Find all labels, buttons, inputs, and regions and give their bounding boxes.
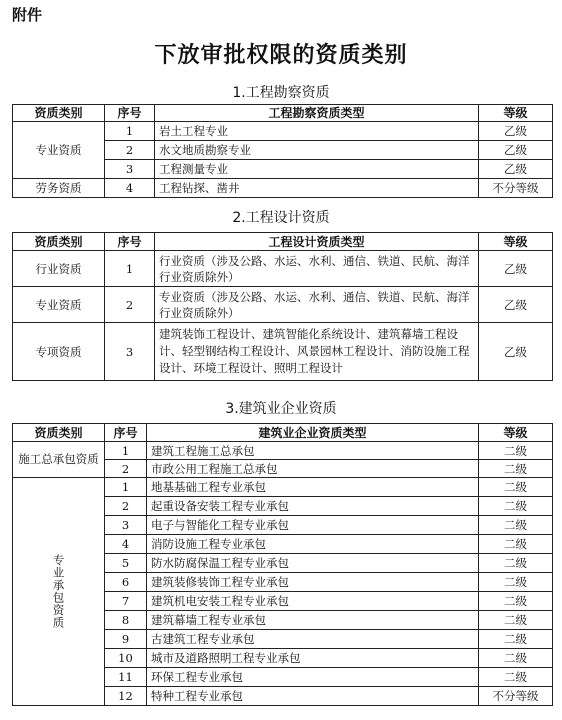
col-header-category: 资质类别 xyxy=(13,233,105,251)
grade-cell: 乙级 xyxy=(479,287,553,323)
qualification-type: 环保工程专业承包 xyxy=(147,668,479,687)
qualification-type: 建筑工程施工总承包 xyxy=(147,442,479,460)
qualification-type: 建筑机电安装工程专业承包 xyxy=(147,592,479,611)
row-number: 5 xyxy=(105,554,147,573)
qualification-type: 特种工程专业承包 xyxy=(147,687,479,706)
row-number: 9 xyxy=(105,630,147,649)
qualification-type: 建筑装饰工程设计、建筑智能化系统设计、建筑幕墙工程设计、轻型钢结构工程设计、风景园林工程设计、消防设施工程设计、环境工程设计、照明工程设计 xyxy=(155,323,479,381)
row-number: 1 xyxy=(105,478,147,497)
attachment-label: 附件 xyxy=(12,6,43,24)
qualification-type: 建筑装修装饰工程专业承包 xyxy=(147,573,479,592)
qualification-type: 消防设施工程专业承包 xyxy=(147,535,479,554)
table-row xyxy=(13,442,553,460)
grade-cell: 乙级 xyxy=(479,323,553,381)
qualification-type: 工程测量专业 xyxy=(155,160,479,179)
row-number: 3 xyxy=(105,323,155,381)
row-number: 1 xyxy=(105,122,155,141)
category-cell: 专项资质 xyxy=(13,323,105,381)
category-cell: 专业资质 xyxy=(13,122,105,179)
section-heading-construction: 3.建筑业企业资质 xyxy=(225,401,337,417)
category-cell: 专业资质 xyxy=(13,287,105,323)
row-number: 4 xyxy=(105,535,147,554)
row-number: 3 xyxy=(105,160,155,179)
grade-cell: 二级 xyxy=(479,442,553,460)
qualification-type: 古建筑工程专业承包 xyxy=(147,630,479,649)
row-number: 6 xyxy=(105,573,147,592)
col-header-grade: 等级 xyxy=(479,424,553,442)
col-header-type: 建筑业企业资质类型 xyxy=(147,424,479,442)
qualification-type: 行业资质（涉及公路、水运、水利、通信、铁道、民航、海洋行业资质除外） xyxy=(155,251,479,287)
table-row xyxy=(13,179,553,198)
page-title: 下放审批权限的资质类别 xyxy=(154,42,408,68)
row-number: 2 xyxy=(105,287,155,323)
vertical-category-label: 专业承包资质 xyxy=(51,554,66,629)
category-cell xyxy=(13,478,105,706)
row-number: 1 xyxy=(105,442,147,460)
survey-qualification-table xyxy=(12,104,553,198)
row-number: 10 xyxy=(105,649,147,668)
qualification-type: 市政公用工程施工总承包 xyxy=(147,460,479,478)
grade-cell: 二级 xyxy=(479,460,553,478)
qualification-type: 水文地质勘察专业 xyxy=(155,141,479,160)
row-number: 12 xyxy=(105,687,147,706)
grade-cell: 乙级 xyxy=(479,122,553,141)
col-header-grade: 等级 xyxy=(479,233,553,251)
qualification-type: 起重设备安装工程专业承包 xyxy=(147,497,479,516)
row-number: 2 xyxy=(105,460,147,478)
row-number: 1 xyxy=(105,251,155,287)
category-cell: 施工总承包资质 xyxy=(13,442,105,478)
grade-cell: 二级 xyxy=(479,611,553,630)
table-row xyxy=(13,122,553,141)
table-row xyxy=(13,251,553,287)
qualification-type: 电子与智能化工程专业承包 xyxy=(147,516,479,535)
table-row xyxy=(13,287,553,323)
design-qualification-table xyxy=(12,232,553,381)
qualification-type: 城市及道路照明工程专业承包 xyxy=(147,649,479,668)
qualification-type: 防水防腐保温工程专业承包 xyxy=(147,554,479,573)
col-header-no: 序号 xyxy=(105,424,147,442)
grade-cell: 乙级 xyxy=(479,141,553,160)
col-header-no: 序号 xyxy=(105,105,155,122)
grade-cell: 二级 xyxy=(479,516,553,535)
section-heading-design: 2.工程设计资质 xyxy=(232,210,330,226)
qualification-type: 地基基础工程专业承包 xyxy=(147,478,479,497)
grade-cell: 二级 xyxy=(479,649,553,668)
col-header-grade: 等级 xyxy=(479,105,553,122)
section-heading-survey: 1.工程勘察资质 xyxy=(232,85,330,101)
col-header-type: 工程勘察资质类型 xyxy=(155,105,479,122)
row-number: 3 xyxy=(105,516,147,535)
row-number: 2 xyxy=(105,141,155,160)
grade-cell: 乙级 xyxy=(479,160,553,179)
qualification-type: 工程钻探、凿井 xyxy=(155,179,479,198)
row-number: 2 xyxy=(105,497,147,516)
row-number: 8 xyxy=(105,611,147,630)
grade-cell: 二级 xyxy=(479,573,553,592)
category-cell: 行业资质 xyxy=(13,251,105,287)
grade-cell: 不分等级 xyxy=(479,687,553,706)
row-number: 11 xyxy=(105,668,147,687)
grade-cell: 二级 xyxy=(479,497,553,516)
qualification-type: 岩土工程专业 xyxy=(155,122,479,141)
qualification-type: 专业资质（涉及公路、水运、水利、通信、铁道、民航、海洋行业资质除外） xyxy=(155,287,479,323)
grade-cell: 二级 xyxy=(479,478,553,497)
grade-cell: 二级 xyxy=(479,535,553,554)
category-cell: 劳务资质 xyxy=(13,179,105,198)
table-row xyxy=(13,323,553,381)
grade-cell: 二级 xyxy=(479,630,553,649)
col-header-type: 工程设计资质类型 xyxy=(155,233,479,251)
row-number: 7 xyxy=(105,592,147,611)
col-header-no: 序号 xyxy=(105,233,155,251)
col-header-category: 资质类别 xyxy=(13,424,105,442)
grade-cell: 不分等级 xyxy=(479,179,553,198)
qualification-type: 建筑幕墙工程专业承包 xyxy=(147,611,479,630)
grade-cell: 二级 xyxy=(479,592,553,611)
grade-cell: 乙级 xyxy=(479,251,553,287)
col-header-category: 资质类别 xyxy=(13,105,105,122)
row-number: 4 xyxy=(105,179,155,198)
grade-cell: 二级 xyxy=(479,554,553,573)
construction-qualification-table xyxy=(12,423,553,706)
table-row xyxy=(13,478,553,497)
grade-cell: 二级 xyxy=(479,668,553,687)
